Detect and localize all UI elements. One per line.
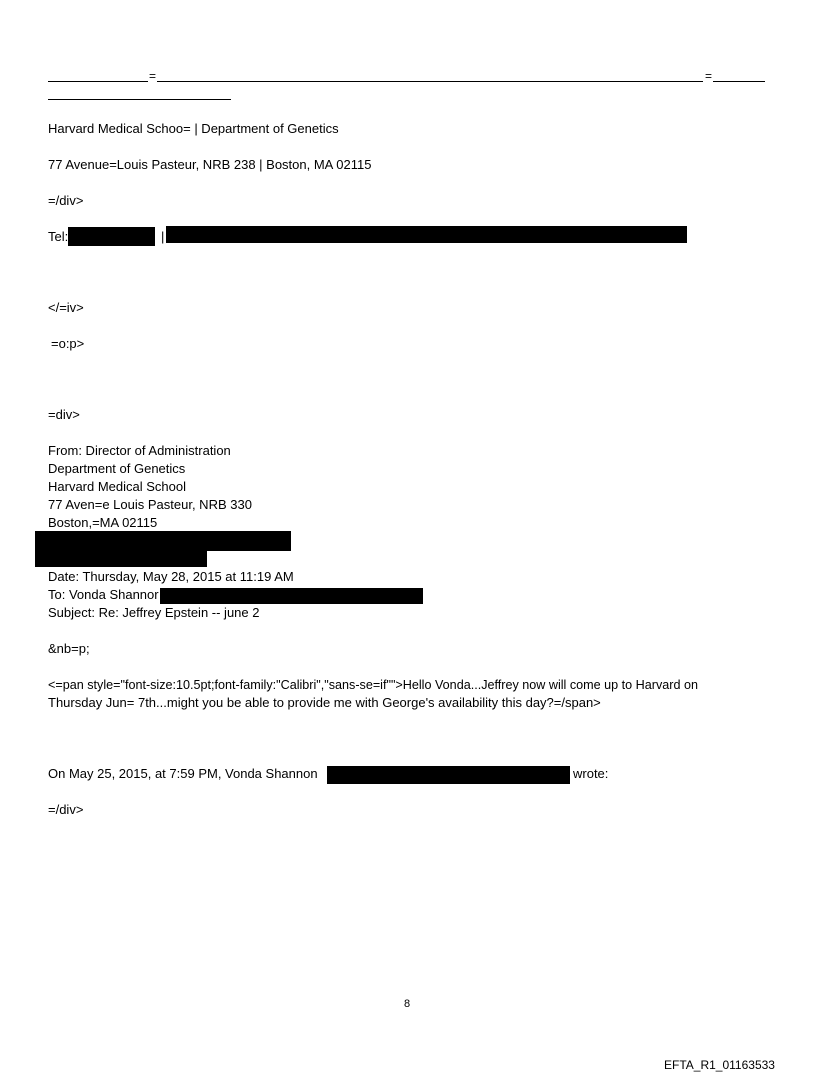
redaction-tel-details	[166, 226, 687, 243]
redaction-quote-email	[327, 766, 570, 784]
body-line-1: <=pan style="font-size:10.5pt;font-family:"Calibri","sans-se=if"">Hello Vonda...Jeffrey now will come up to Harvard on	[48, 678, 698, 692]
tel-separator: |	[161, 229, 165, 244]
redaction-tel-number	[68, 227, 155, 246]
close-div-text-2: =/div>	[48, 802, 84, 817]
from-line-2: Department of Genetics	[48, 461, 186, 476]
from-line-5: Boston,=MA 02115	[48, 515, 158, 530]
from-line-3: Harvard Medical School	[48, 479, 187, 494]
page-number: 8	[404, 998, 411, 1010]
nbsp-text: &nb=p;	[48, 641, 90, 656]
header-rule-eq-right: =	[705, 69, 713, 83]
quote-prefix: On May 25, 2015, at 7:59 PM, Vonda Shannon	[48, 766, 318, 781]
redaction-to-email	[160, 588, 423, 604]
signature-line-1: Harvard Medical Schoo= | Department of Genetics	[48, 121, 339, 136]
open-div-text: =div>	[48, 407, 80, 422]
subject-line: Subject: Re: Jeffrey Epstein -- june 2	[48, 605, 260, 620]
op-text: =o:p>	[51, 336, 85, 351]
header-rule-right	[713, 81, 765, 82]
from-line-1: From: Director of Administration	[48, 443, 231, 458]
body-line-2: Thursday Jun= 7th...might you be able to provide me with George's availability this day?=/span>	[48, 695, 601, 710]
redaction-from-email	[35, 531, 291, 551]
close-iv-text: </=iv>	[48, 300, 84, 315]
header-rule-left	[48, 81, 148, 82]
redaction-from-extra	[35, 551, 207, 567]
header-rule-second	[48, 99, 231, 100]
document-id: EFTA_R1_01163533	[664, 1058, 775, 1072]
quote-suffix: wrote:	[573, 766, 609, 781]
signature-line-2: 77 Avenue=Louis Pasteur, NRB 238 | Boston, MA 02115	[48, 157, 372, 172]
header-rule-eq-left: =	[149, 69, 157, 83]
header-rule-middle	[157, 81, 703, 82]
close-div-text: =/div>	[48, 193, 84, 208]
date-line: Date: Thursday, May 28, 2015 at 11:19 AM	[48, 569, 294, 584]
to-line: To: Vonda Shannor	[48, 587, 159, 602]
from-line-4: 77 Aven=e Louis Pasteur, NRB 330	[48, 497, 252, 512]
tel-label: Tel:	[48, 229, 69, 244]
